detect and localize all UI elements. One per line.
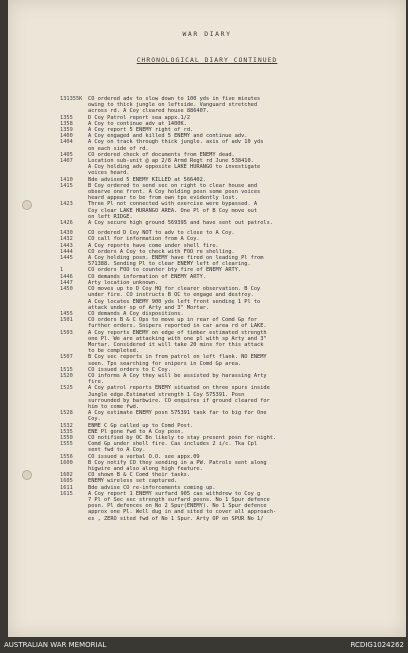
entry-time: 1450 <box>60 286 73 293</box>
entry-time: 1404 <box>60 139 73 146</box>
entry-time: 1535 <box>60 428 73 435</box>
entry-text: CO issued a verbal O.O. see appx.09 <box>88 453 200 460</box>
entry-time: 1455 <box>60 310 73 317</box>
entry-text: D Coy Patrol report sea appx.1/2 <box>88 114 191 121</box>
entry-text: CO call for information from A Coy. <box>88 236 200 243</box>
entry-text: CO orders A Coy to check with FOO re shelling. <box>88 248 235 255</box>
entry-time: 1447 <box>60 279 73 286</box>
entry-text: CO informs A Coy they will be assisted by harassing Arty fire. <box>88 372 267 386</box>
diary-entry <box>60 183 400 202</box>
entry-time: 1515 <box>60 366 73 373</box>
entry-time: 1410 <box>60 176 73 183</box>
entry-time: 1400 <box>60 133 73 140</box>
diary-entry <box>60 317 400 329</box>
entry-text: ENME C Gp called up to Comd Post. <box>88 422 194 429</box>
diary-entry <box>60 354 400 366</box>
entry-time: 1602 <box>60 472 73 479</box>
entry-time: 1415 <box>60 182 73 189</box>
entry-text: A Coy report 1 ENEMY surfard 905 cas withdrew to Coy g 7 Pl of Sec sec strength surfard posns. No 1 Spur defence posn. Pl defences on No 2 Spur(ENEMY). No 1 Spur defence approx one Pl. Well dug in and sited to cover all approach- es , ZERO sited fwd of No 1 Spur. Arty OP on SPUR No 1/ <box>88 490 277 522</box>
footer-source: AUSTRALIAN WAR MEMORIAL <box>4 641 107 649</box>
entry-text: CO shown B & C Comd their tasks. <box>88 472 191 479</box>
entry-time: 1605 <box>60 478 73 485</box>
entry-text: CO demands A Coy dispositions. <box>88 310 184 317</box>
entry-text: CO orders B & C Ops to move up in rear of Comd Gp for further orders. Snipers reported in car area rd of LAKE. <box>88 317 267 330</box>
diary-entry <box>60 330 400 355</box>
entry-time: 1355 <box>60 114 73 121</box>
punch-hole-icon <box>22 200 32 210</box>
entry-time: 1444 <box>60 248 73 255</box>
entry-text: B Coy ordered to send sec on right to clear house and observe one front. A Coy holding posn some posn voices heard appear to be from own tps evidently lost. <box>88 182 261 202</box>
entry-time: 1550 <box>60 434 73 441</box>
entry-text: CO ordered adv to slow down to 100 yds in five minutes owing to thick jungle on leftside. Vanguard stretched across rd. A Coy cleared house 886407. <box>88 96 261 115</box>
entry-text: A Coy reports have come under shell fire. <box>88 242 219 249</box>
diary-entry <box>60 460 400 472</box>
entry-time: 1532 <box>60 422 73 429</box>
diary-entry <box>60 139 400 151</box>
entry-time: 1423 <box>60 201 73 208</box>
diary-entry <box>60 441 400 453</box>
entry-text: CO issued orders to C Coy. <box>88 366 171 373</box>
diary-entry <box>60 201 400 220</box>
entry-time: 1615 <box>60 490 73 497</box>
diary-entry <box>60 491 400 522</box>
entry-text: ENEMY wireless set captured. <box>88 478 178 485</box>
diary-entry <box>60 255 400 267</box>
entry-time: 1430 <box>60 230 73 237</box>
entry-time: 1426 <box>60 220 73 227</box>
entry-text: A Coy holding posn. ENEMY have fired on leading Pl from 571388. Sending Pl to clear ENEMY left of clearing. <box>88 255 264 268</box>
entry-text: A Coy secure high ground 569395 and have sent out patrols. <box>88 220 273 227</box>
entry-time: 1432 <box>60 236 73 243</box>
entry-time: 1556 <box>60 453 73 460</box>
entry-text: ENE Pl gone fwd to A Coy posn. <box>88 428 184 435</box>
entry-text: A Coy to continue adv at 1400K. <box>88 120 187 127</box>
diary-entry <box>60 385 400 410</box>
entry-text: Location sub-unit @ ap 2/8 Armd Regt rd June 538410. A Coy holding adv opposite LAKE HURANGO to investigate voices heard. <box>88 158 261 177</box>
page-title: WAR DIARY <box>182 30 232 38</box>
entry-text: CO orders FOO to counter bty fire of ENEMY ARTY. <box>88 267 242 274</box>
entry-text: CO demands information of ENEMY ARTY. <box>88 273 206 280</box>
entry-text: Bde advise CO re-inforcements coming up. <box>88 484 216 491</box>
entry-text: CO notified by OC Bn likely to stay present posn for night. <box>88 434 277 441</box>
entry-time: 1358 <box>60 120 73 127</box>
entry-text: A Coy patrol reports ENEMY situated on three spurs inside Jungle edge.Estimated strength 1 Coy 575391. Posn surrounded by barbwire. CO enquires if ground cleared for him to come fwd. <box>88 385 270 410</box>
entry-text: Three Pl not connected with exercise were bypassed. A Coy clear LAKE HURANGO AREA. One Pl of B Coy move out on left RIDGE. <box>88 201 258 220</box>
entry-time: 1611 <box>60 484 73 491</box>
entry-text: A Coy on track through thick jungle. axis of adv 10 yds on each side of rd. <box>88 139 264 152</box>
entry-time: 1359 <box>60 127 73 134</box>
entry-time: 1555 <box>60 441 73 448</box>
entry-text: A Coy report 5 ENEMY right of rd. <box>88 127 194 134</box>
entry-text: Bde advised 5 ENEMY KILLED at 566402. <box>88 176 206 183</box>
entry-time: 1 <box>60 267 64 274</box>
entry-time: 1503 <box>60 329 73 336</box>
diary-entry <box>60 286 400 311</box>
entry-time: 1520 <box>60 372 73 379</box>
diary-entry <box>60 220 400 226</box>
entry-time: 1407 <box>60 158 73 165</box>
entry-time: 1528 <box>60 410 73 417</box>
entry-time: 1405 <box>60 151 73 158</box>
page-subtitle: CHRONOLOGICAL DIARY CONTINUED <box>136 56 278 64</box>
entry-time: 1443 <box>60 242 73 249</box>
entry-text: A Coy engaged and killed 5 ENEMY and continue adv. <box>88 133 248 140</box>
entry-text: Comd Gp under shell fire. Cas includes 2 i/c. Tka Cpl sent fwd to A Coy. <box>88 441 258 454</box>
entry-time: 1507 <box>60 354 73 361</box>
punch-hole-icon <box>22 470 32 480</box>
entry-text: CO ordered check of documents from ENEMY dead. <box>88 151 235 158</box>
entry-time: 1525 <box>60 385 73 392</box>
entry-time: 1501 <box>60 317 73 324</box>
footer-id: RCDIG1024262 <box>350 641 404 649</box>
entry-time: 1445 <box>60 255 73 262</box>
diary-entries <box>60 96 400 522</box>
entry-text: A Coy estimate ENEMY posn 575391 task far to big for One Coy. <box>88 410 267 423</box>
entry-time: 1600 <box>60 459 73 466</box>
diary-entry <box>60 373 400 385</box>
diary-entry <box>60 96 400 115</box>
footer-bar <box>0 637 408 653</box>
entry-time: 1446 <box>60 273 73 280</box>
entry-text: CO ordered D Coy NOT to adv to close to A Coy. <box>88 230 235 237</box>
entry-text: Arty location unknown. <box>88 279 159 286</box>
diary-page <box>8 0 406 637</box>
entry-text: CO moves up to D Coy HQ for clearer observation. B Coy under fire. CO instructs B OC to engage and destroy. A Coy locates ENEMY 900 yds left front sending 1 Pl to attack under sp of Arty and 3" Mortar. <box>88 286 261 311</box>
entry-text: B Coy notify CO they sending in a PW. Patrols sent along higwire and also along high feature. <box>88 459 267 472</box>
entry-time: 131355K <box>60 96 83 102</box>
entry-text: B Coy sec reports in from patrol on left flank. NO ENEMY seen. Tps searching for snipers in Comd Gp area. <box>88 354 267 367</box>
entry-text: A Coy reports ENEMY on edge of timber estimated strength one Pl. We are attacking with one pl with sp Arty and 3" Mortar. Considered it will take 20 mins for this attack to be completed. <box>88 329 267 355</box>
diary-entry <box>60 410 400 422</box>
diary-entry <box>60 158 400 177</box>
